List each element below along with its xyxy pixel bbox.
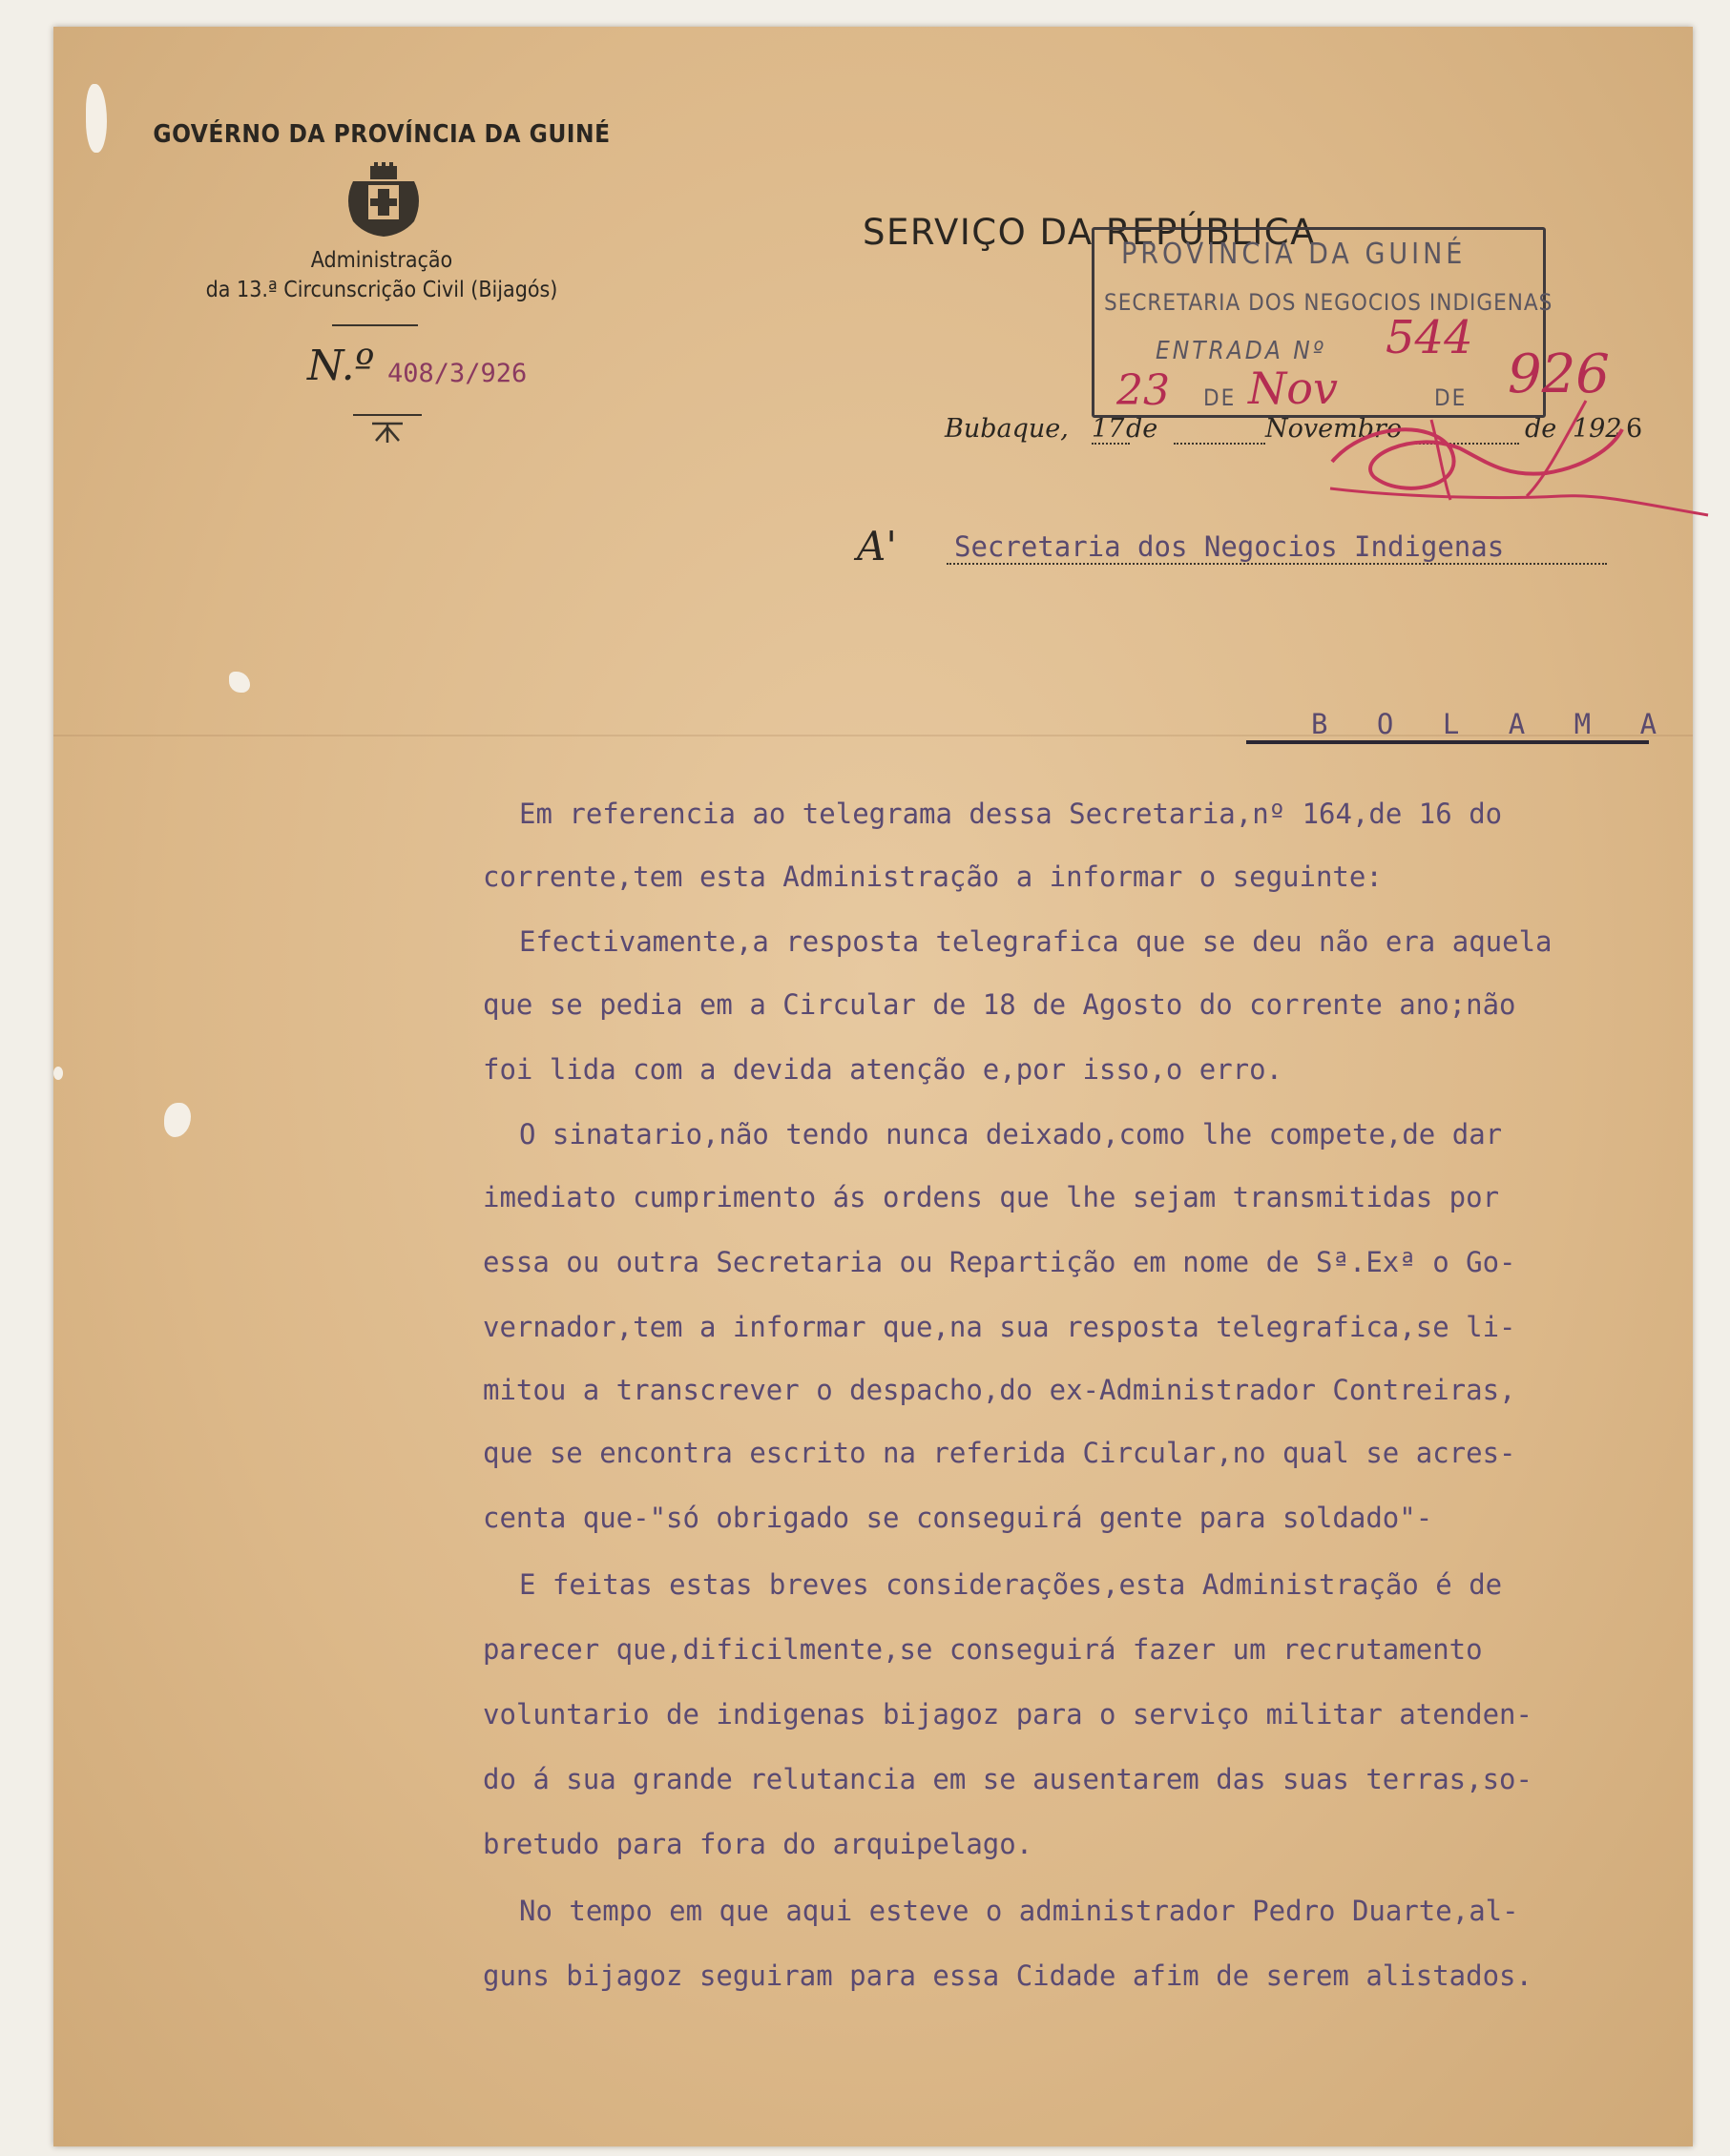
letterhead-administration	[143, 246, 620, 305]
body-line: vernador,tem a informar que,na sua resposta telegrafica,se li-	[483, 1311, 1516, 1343]
body-line: O sinatario,não tendo nunca deixado,como lhe compete,de dar	[519, 1118, 1503, 1151]
recipient-prefix: A'	[857, 523, 897, 570]
coat-of-arms-icon	[336, 162, 431, 238]
date-de: de	[1525, 414, 1557, 444]
body-line: No tempo em que aqui esteve o administrador Pedro Duarte,al-	[519, 1895, 1519, 1927]
stamp-month: Nov	[1248, 363, 1338, 414]
date-year-end: 6	[1626, 414, 1643, 444]
body-line: que se pedia em a Circular de 18 de Agosto do corrente ano;não	[483, 988, 1516, 1021]
body-line: bretudo para fora do arquipelago.	[483, 1828, 1033, 1860]
body-line: mitou a transcrever o despacho,do ex-Administrador Contreiras,	[483, 1374, 1516, 1406]
body-line: guns bijagoz seguiram para essa Cidade afim de serem alistados.	[483, 1959, 1532, 1992]
date-underline	[1405, 443, 1519, 445]
recipient-city: B O L A M A	[1311, 708, 1674, 740]
letterhead-government: GOVÉRNO DA PROVÍNCIA DA GUINÉ	[153, 120, 611, 149]
body-line: do á sua grande relutancia em se ausentarem das suas terras,so-	[483, 1763, 1532, 1795]
body-line: voluntario de indigenas bijagoz para o serviço militar atenden-	[483, 1698, 1532, 1731]
paper-hole	[53, 1067, 63, 1080]
body-line: corrente,tem esta Administração a informar o seguinte:	[483, 860, 1383, 893]
service-title: SERVIÇO DA REPÚBLICA	[863, 212, 1316, 253]
date-de: de	[1126, 414, 1158, 444]
paper-tear	[86, 84, 107, 153]
stamp-entry-number: 544	[1386, 311, 1473, 364]
administration-line2: da 13.ª Circunscrição Civil (Bijagós)	[205, 278, 558, 302]
paper-hole	[164, 1103, 191, 1137]
date-year: 192	[1573, 414, 1622, 444]
body-line: que se encontra escrito na referida Circular,no qual se acres-	[483, 1437, 1516, 1469]
date-month: Novembro	[1265, 414, 1403, 444]
body-line: foi lida com a devida atenção e,por isso,o erro.	[483, 1053, 1283, 1086]
body-line: essa ou outra Secretaria ou Repartição em nome de Sª.Exª o Go-	[483, 1246, 1516, 1278]
date-underline	[1092, 443, 1130, 445]
divider	[353, 414, 422, 416]
body-line: Em referencia ao telegrama dessa Secretaria,nº 164,de 16 do	[519, 798, 1503, 830]
flourish-icon	[368, 420, 406, 445]
stamp-entry-label: ENTRADA Nº	[1156, 337, 1326, 365]
number-label: N.º	[307, 342, 375, 390]
paper-hole	[229, 672, 250, 693]
body-line: imediato cumprimento ás ordens que lhe sejam transmitidas por	[483, 1181, 1500, 1213]
stamp-de: DE	[1203, 384, 1237, 411]
body-line: Efectivamente,a resposta telegrafica que se deu não era aquela	[519, 925, 1553, 958]
date-underline	[1174, 443, 1265, 445]
stamp-line1: PROVINCIA DA GUINÉ	[1121, 238, 1467, 271]
date-day: 17	[1092, 414, 1125, 444]
stamp-year: 926	[1508, 343, 1610, 405]
recipient-underline	[947, 563, 1607, 565]
divider	[332, 324, 418, 326]
recipient-name: Secretaria dos Negocios Indigenas	[954, 530, 1505, 563]
reference-number: 408/3/926	[387, 359, 528, 388]
body-line: E feitas estas breves considerações,esta Administração é de	[519, 1568, 1503, 1601]
stamp-line2: SECRETARIA DOS NEGOCIOS INDIGENAS	[1104, 289, 1553, 316]
stamp-de: DE	[1434, 384, 1468, 411]
city-underline	[1246, 740, 1649, 744]
administration-line1: Administração	[310, 248, 453, 273]
body-line: parecer que,dificilmente,se conseguirá fazer um recrutamento	[483, 1633, 1483, 1666]
date-place: Bubaque,	[945, 414, 1069, 444]
body-line: centa que-"só obrigado se conseguirá gente para soldado"-	[483, 1502, 1433, 1534]
stamp-day: 23	[1116, 366, 1170, 415]
